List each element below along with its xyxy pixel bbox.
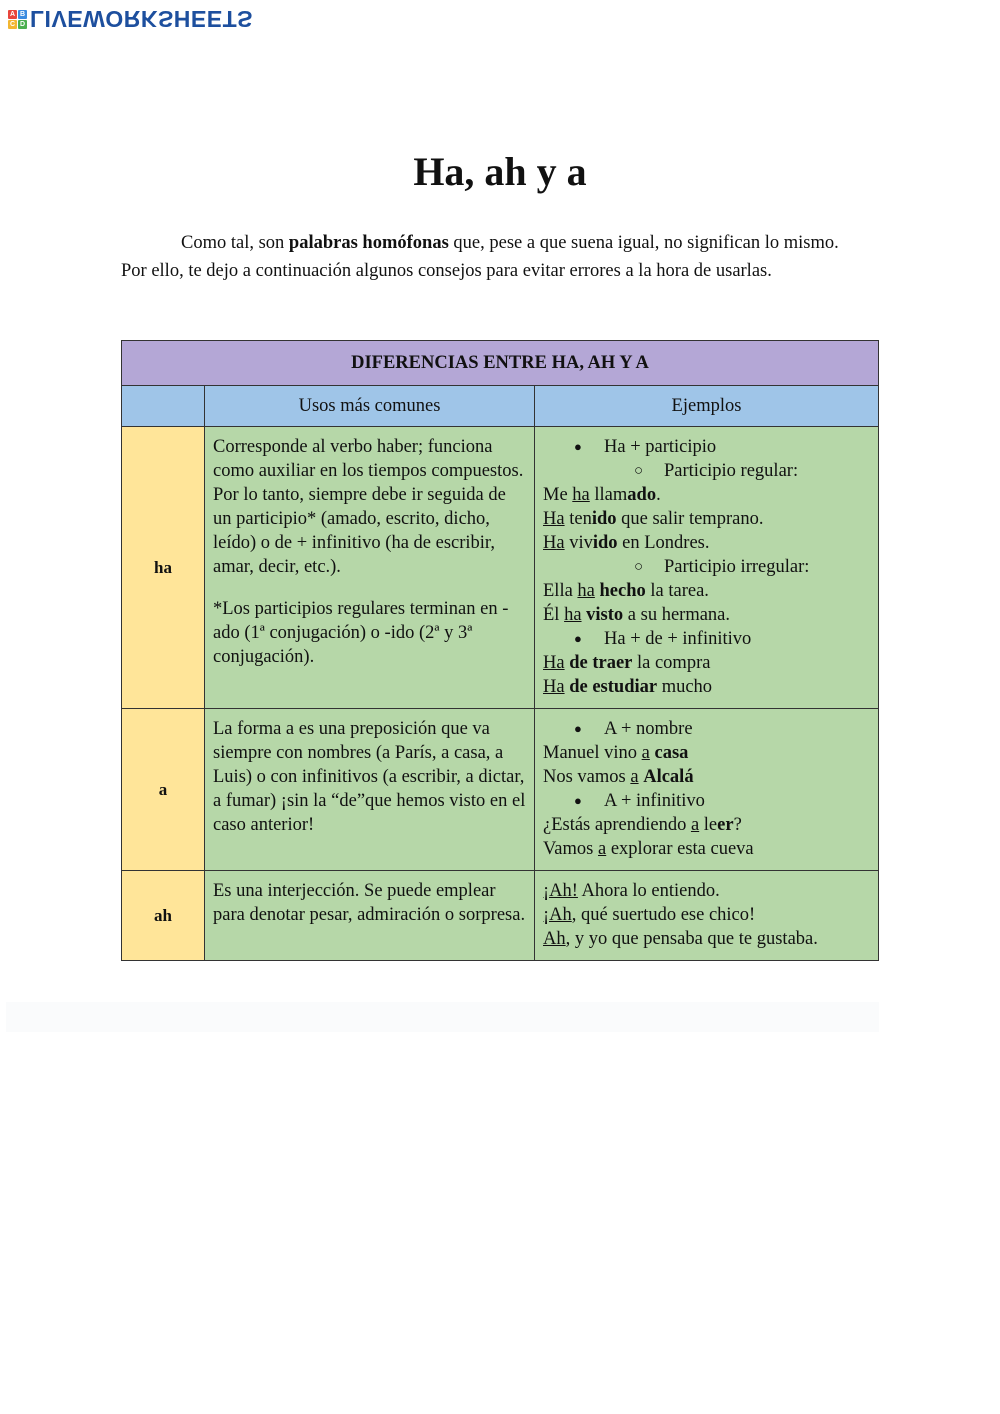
list-item: ○ Participio irregular: — [543, 555, 870, 579]
examples-ah — [535, 871, 879, 961]
example-line: ¡Ah, qué suertudo ese chico! — [543, 905, 756, 925]
differences-table — [121, 340, 879, 961]
list-item: ● A + nombre — [543, 717, 870, 741]
liveworksheets-logo — [8, 6, 253, 32]
example-line: Manuel vino a casa — [543, 743, 689, 763]
example-line: Ha de estudiar mucho — [543, 677, 713, 697]
example-line: Ah, y yo que pensaba que te gustaba. — [543, 929, 818, 949]
logo-text: LIVEWORKSHEETS — [30, 6, 253, 32]
list-item: ● Ha + de + infinitivo — [543, 627, 870, 651]
faint-divider — [6, 1002, 879, 1032]
example-line: ¿Estás aprendiendo a leer? — [543, 815, 742, 835]
intro-paragraph: Como tal, son palabras homófonas que, pese a que suena igual, no significan lo mismo. Por ello, te dejo a continuación algunos consejos para evitar errores a la hora de usarlas. — [121, 233, 839, 281]
example-line: Ha de traer la compra — [543, 653, 711, 673]
example-line: Nos vamos a Alcalá — [543, 767, 694, 787]
examples-a — [535, 709, 879, 871]
example-line: Me ha llamado. — [543, 485, 661, 505]
table-row-a — [122, 709, 879, 871]
table-title: DIFERENCIAS ENTRE HA, AH Y A — [122, 341, 879, 386]
table-row-ha — [122, 427, 879, 709]
example-line: Ha vivido en Londres. — [543, 533, 710, 553]
list-item: ● Ha + participio — [543, 435, 870, 459]
header-blank — [122, 386, 205, 427]
header-examples: Ejemplos — [535, 386, 879, 427]
word-ha: ha — [122, 427, 205, 709]
examples-ha — [535, 427, 879, 709]
list-item: ○ Participio regular: — [543, 459, 870, 483]
word-a: a — [122, 709, 205, 871]
uses-ha: Corresponde al verbo haber; funciona como auxiliar en los tiempos compuestos. Por lo tanto, siempre debe ir seguida de un participio* (amado, escrito, dicho, leído) o de + infinitivo (ha de escribir, amar, decir, etc.). *Los participios regulares terminan en -ado (1ª conjugación) o -ido (2ª y 3ª conjugación). — [205, 427, 535, 709]
header-uses: Usos más comunes — [205, 386, 535, 427]
uses-a: La forma a es una preposición que va siempre con nombres (a París, a casa, a Luis) o con infinitivos (a escribir, a dictar, a fumar) ¡sin la “de”que hemos visto en el caso anterior! — [205, 709, 535, 871]
example-line: Ha tenido que salir temprano. — [543, 509, 764, 529]
example-line: ¡Ah! Ahora lo entiendo. — [543, 881, 720, 901]
table-row-ah — [122, 871, 879, 961]
word-ah: ah — [122, 871, 205, 961]
example-line: Él ha visto a su hermana. — [543, 605, 731, 625]
logo-blocks-icon: A B C D — [9, 10, 26, 28]
list-item: ● A + infinitivo — [543, 789, 870, 813]
uses-ah: Es una interjección. Se puede emplear para denotar pesar, admiración o sorpresa. — [205, 871, 535, 961]
example-line: Vamos a explorar esta cueva — [543, 839, 754, 859]
example-line: Ella ha hecho la tarea. — [543, 581, 709, 601]
table-header-row — [122, 386, 879, 427]
page-title: Ha, ah y a — [413, 149, 587, 194]
